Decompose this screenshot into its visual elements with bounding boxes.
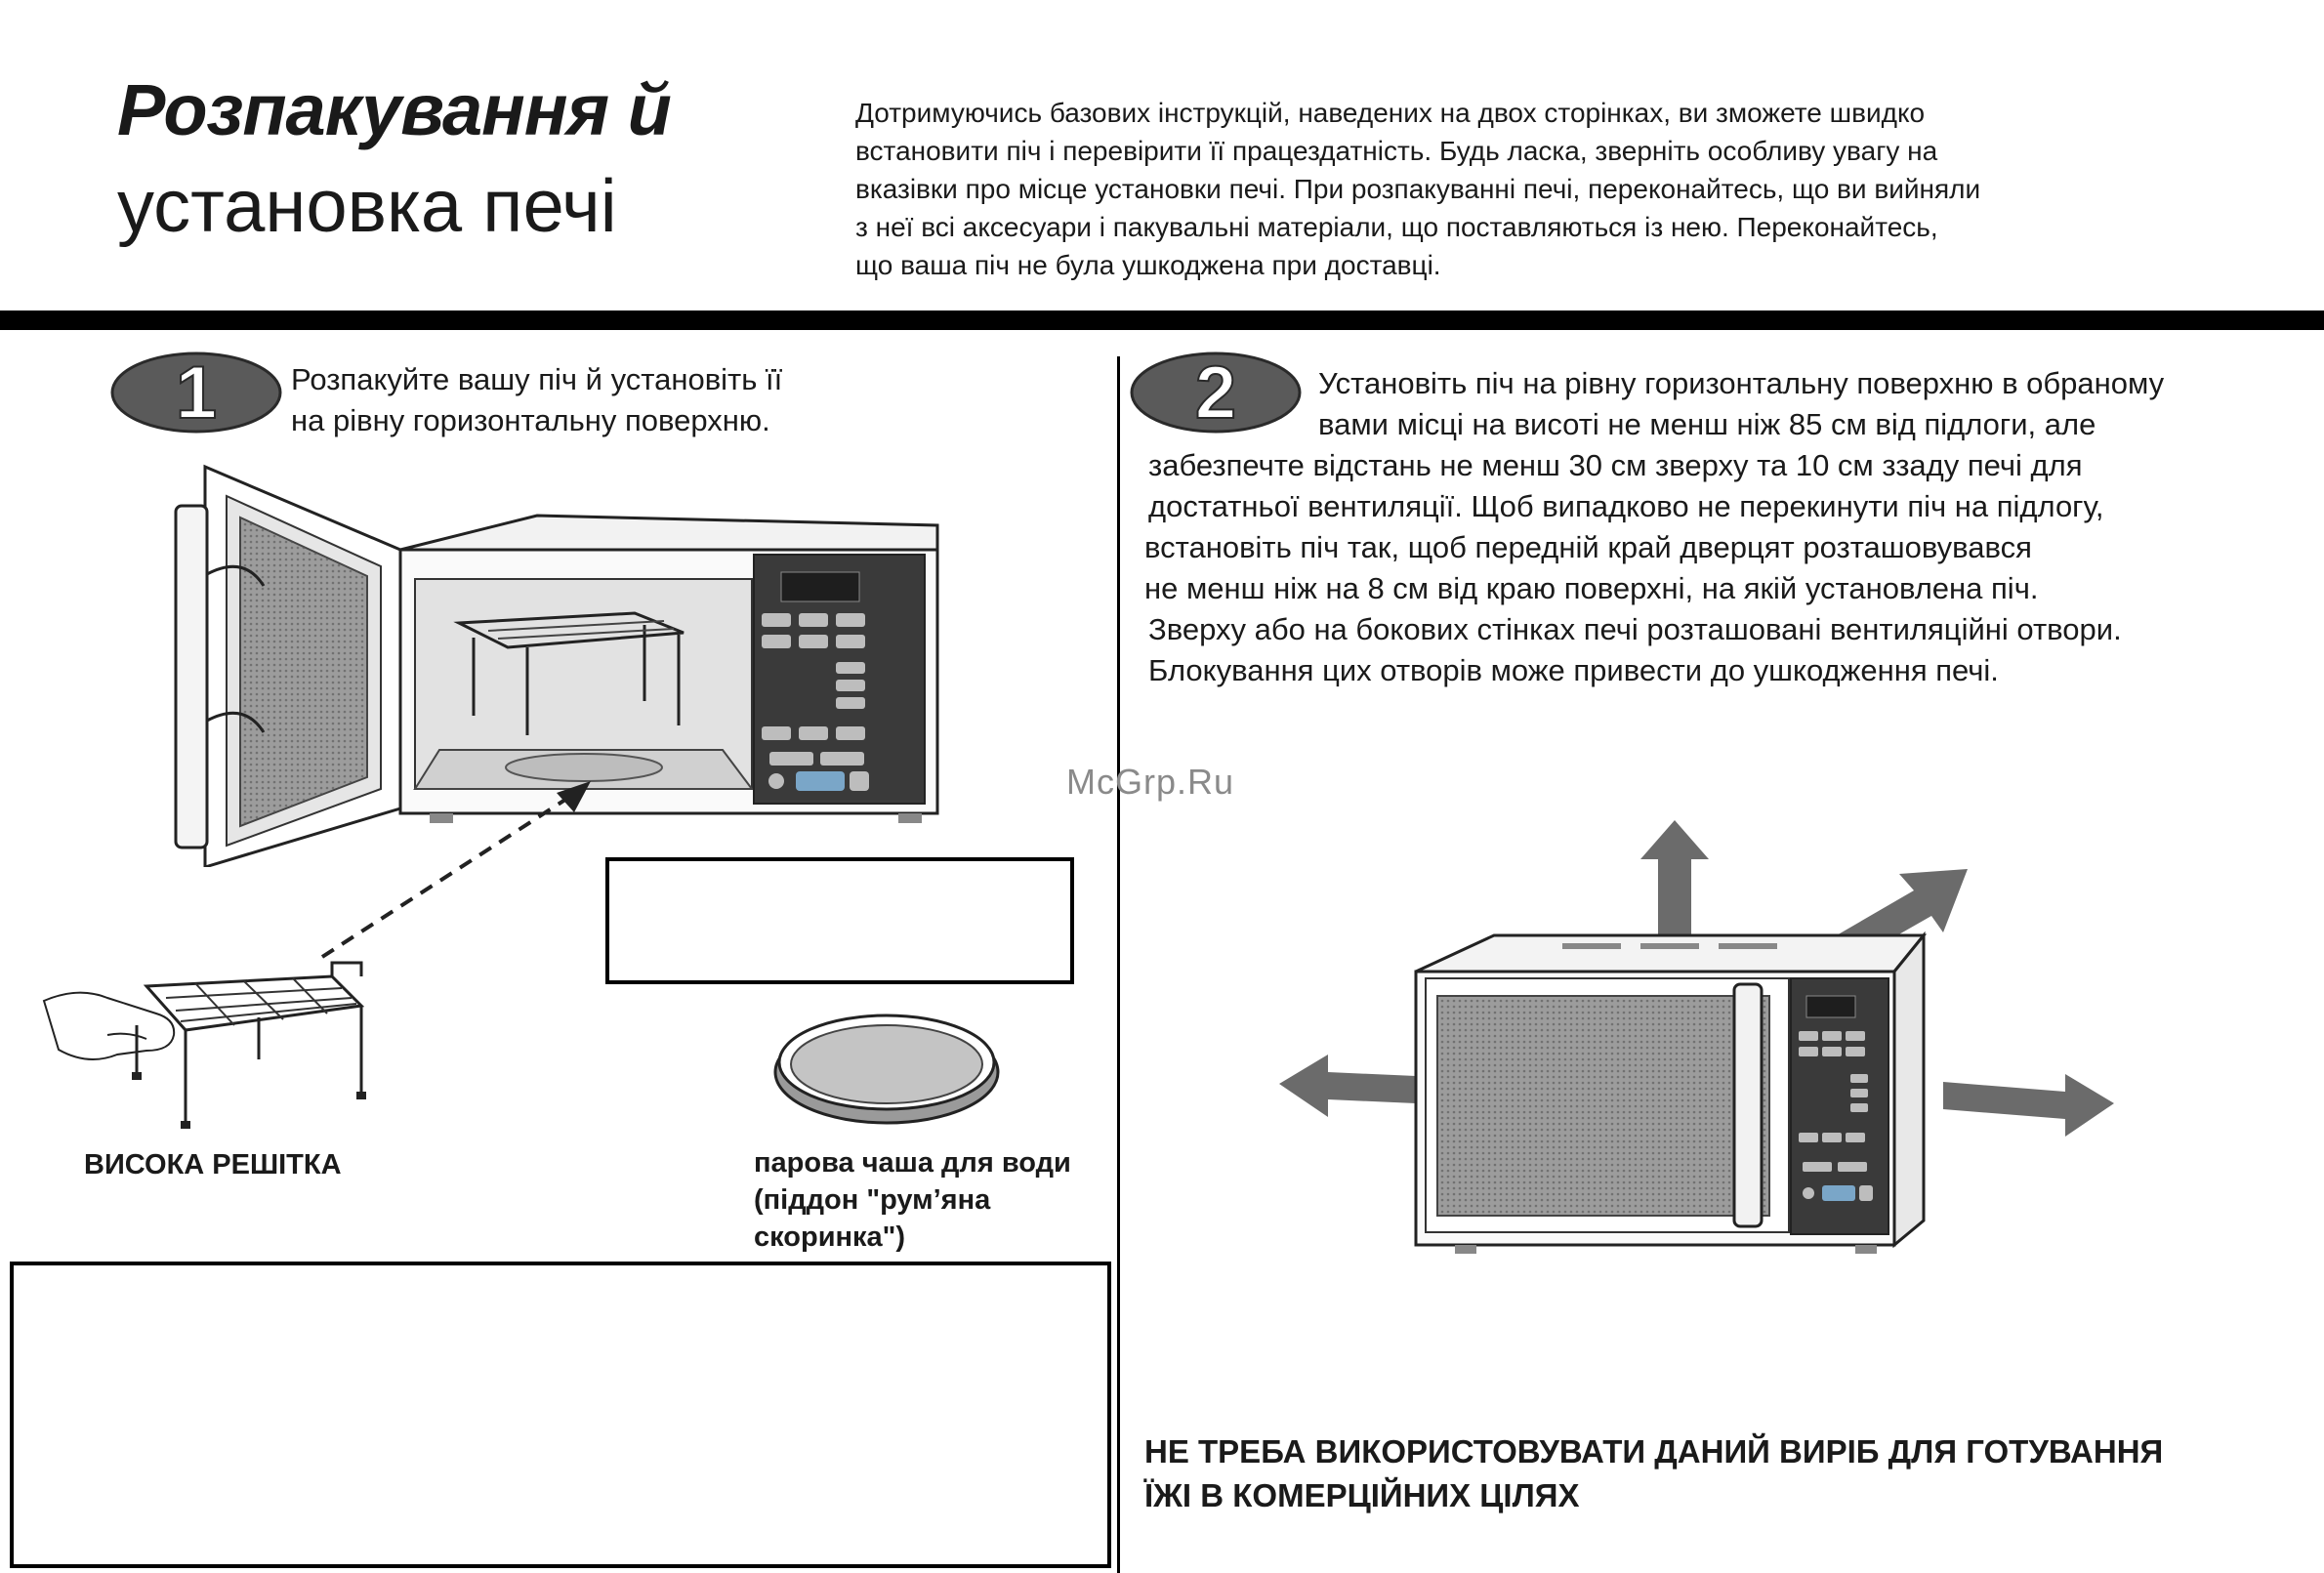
step2-line: встановіть піч так, щоб передній край дверцят розташовувався [1144,530,2032,564]
intro-line: Дотримуючись базових інструкцій, наведених на двох сторінках, ви зможете швидко [855,98,1926,128]
column-divider [1117,356,1120,1573]
step2-line: Блокування цих отворів може привести до ушкодження печі. [1148,653,1999,687]
header-divider [0,310,2324,330]
page-title-line1: Розпакування й [117,69,671,150]
insert-arrow-icon [312,771,605,967]
steam-tray-label [754,1144,1071,1256]
ventilation-illustration [1269,810,2129,1279]
step1-text [291,359,782,441]
step2-line: Зверху або на бокових стінках печі розташовані вентиляційні отвори. [1148,612,2122,646]
high-rack-illustration [39,957,381,1133]
watermark: McGrp.Ru [1066,762,1235,802]
commercial-use-warning [1144,1429,2163,1517]
step2-badge-icon [1129,350,1303,435]
step2-line: достатньої вентиляції. Щоб випадково не перекинути піч на підлогу, [1148,489,2104,523]
warning-line: НЕ ТРЕБА ВИКОРИСТОВУВАТИ ДАНИЙ ВИРІБ ДЛЯ ГОТУВАННЯ [1144,1433,2164,1470]
steam-tray-label-line: скоринка") [754,1221,906,1253]
steam-tray-label-line: (піддон "рум’яна [754,1184,991,1216]
step2-line: Установіть піч на рівну горизонтальну поверхню в обраному [1318,366,2165,400]
step1-line: Розпакуйте вашу піч й установіть її [291,362,783,396]
intro-line: встановити піч і перевірити її працездатність. Будь ласка, зверніть особливу увагу на [855,136,1938,166]
intro-line: вказівки про місце установки печі. При розпакуванні печі, переконайтесь, що ви вийняли [855,174,1981,204]
step2-line: забезпечте відстань не менш 30 см зверху та 10 см ззаду печі для [1148,448,2083,482]
high-rack-label: ВИСОКА РЕШІТКА [84,1149,342,1180]
page-title-line2: установка печі [117,165,617,248]
step1-number: 1 [175,352,218,435]
step2-line: не менш ніж на 8 см від краю поверхні, на якій установлена піч. [1144,571,2039,605]
note-box-large [10,1262,1111,1568]
steam-tray-illustration [769,1002,1004,1129]
step2-line: вами місці на висоті не менш ніж 85 см від підлоги, але [1318,407,2096,441]
intro-paragraph [855,94,1980,284]
intro-line: з неї всі аксесуари і пакувальні матеріали, що поставляються із нею. Переконайтесь, [855,212,1938,242]
step1-badge-icon [109,350,283,435]
note-box-small [605,857,1074,984]
step1-line: на рівну горизонтальну поверхню. [291,403,770,437]
warning-line: ЇЖІ В КОМЕРЦІЙНИХ ЦІЛЯХ [1144,1477,1580,1513]
intro-line: що ваша піч не була ушкоджена при доставці. [855,250,1441,280]
steam-tray-label-line: парова чаша для води [754,1147,1071,1179]
step2-number: 2 [1194,352,1237,435]
